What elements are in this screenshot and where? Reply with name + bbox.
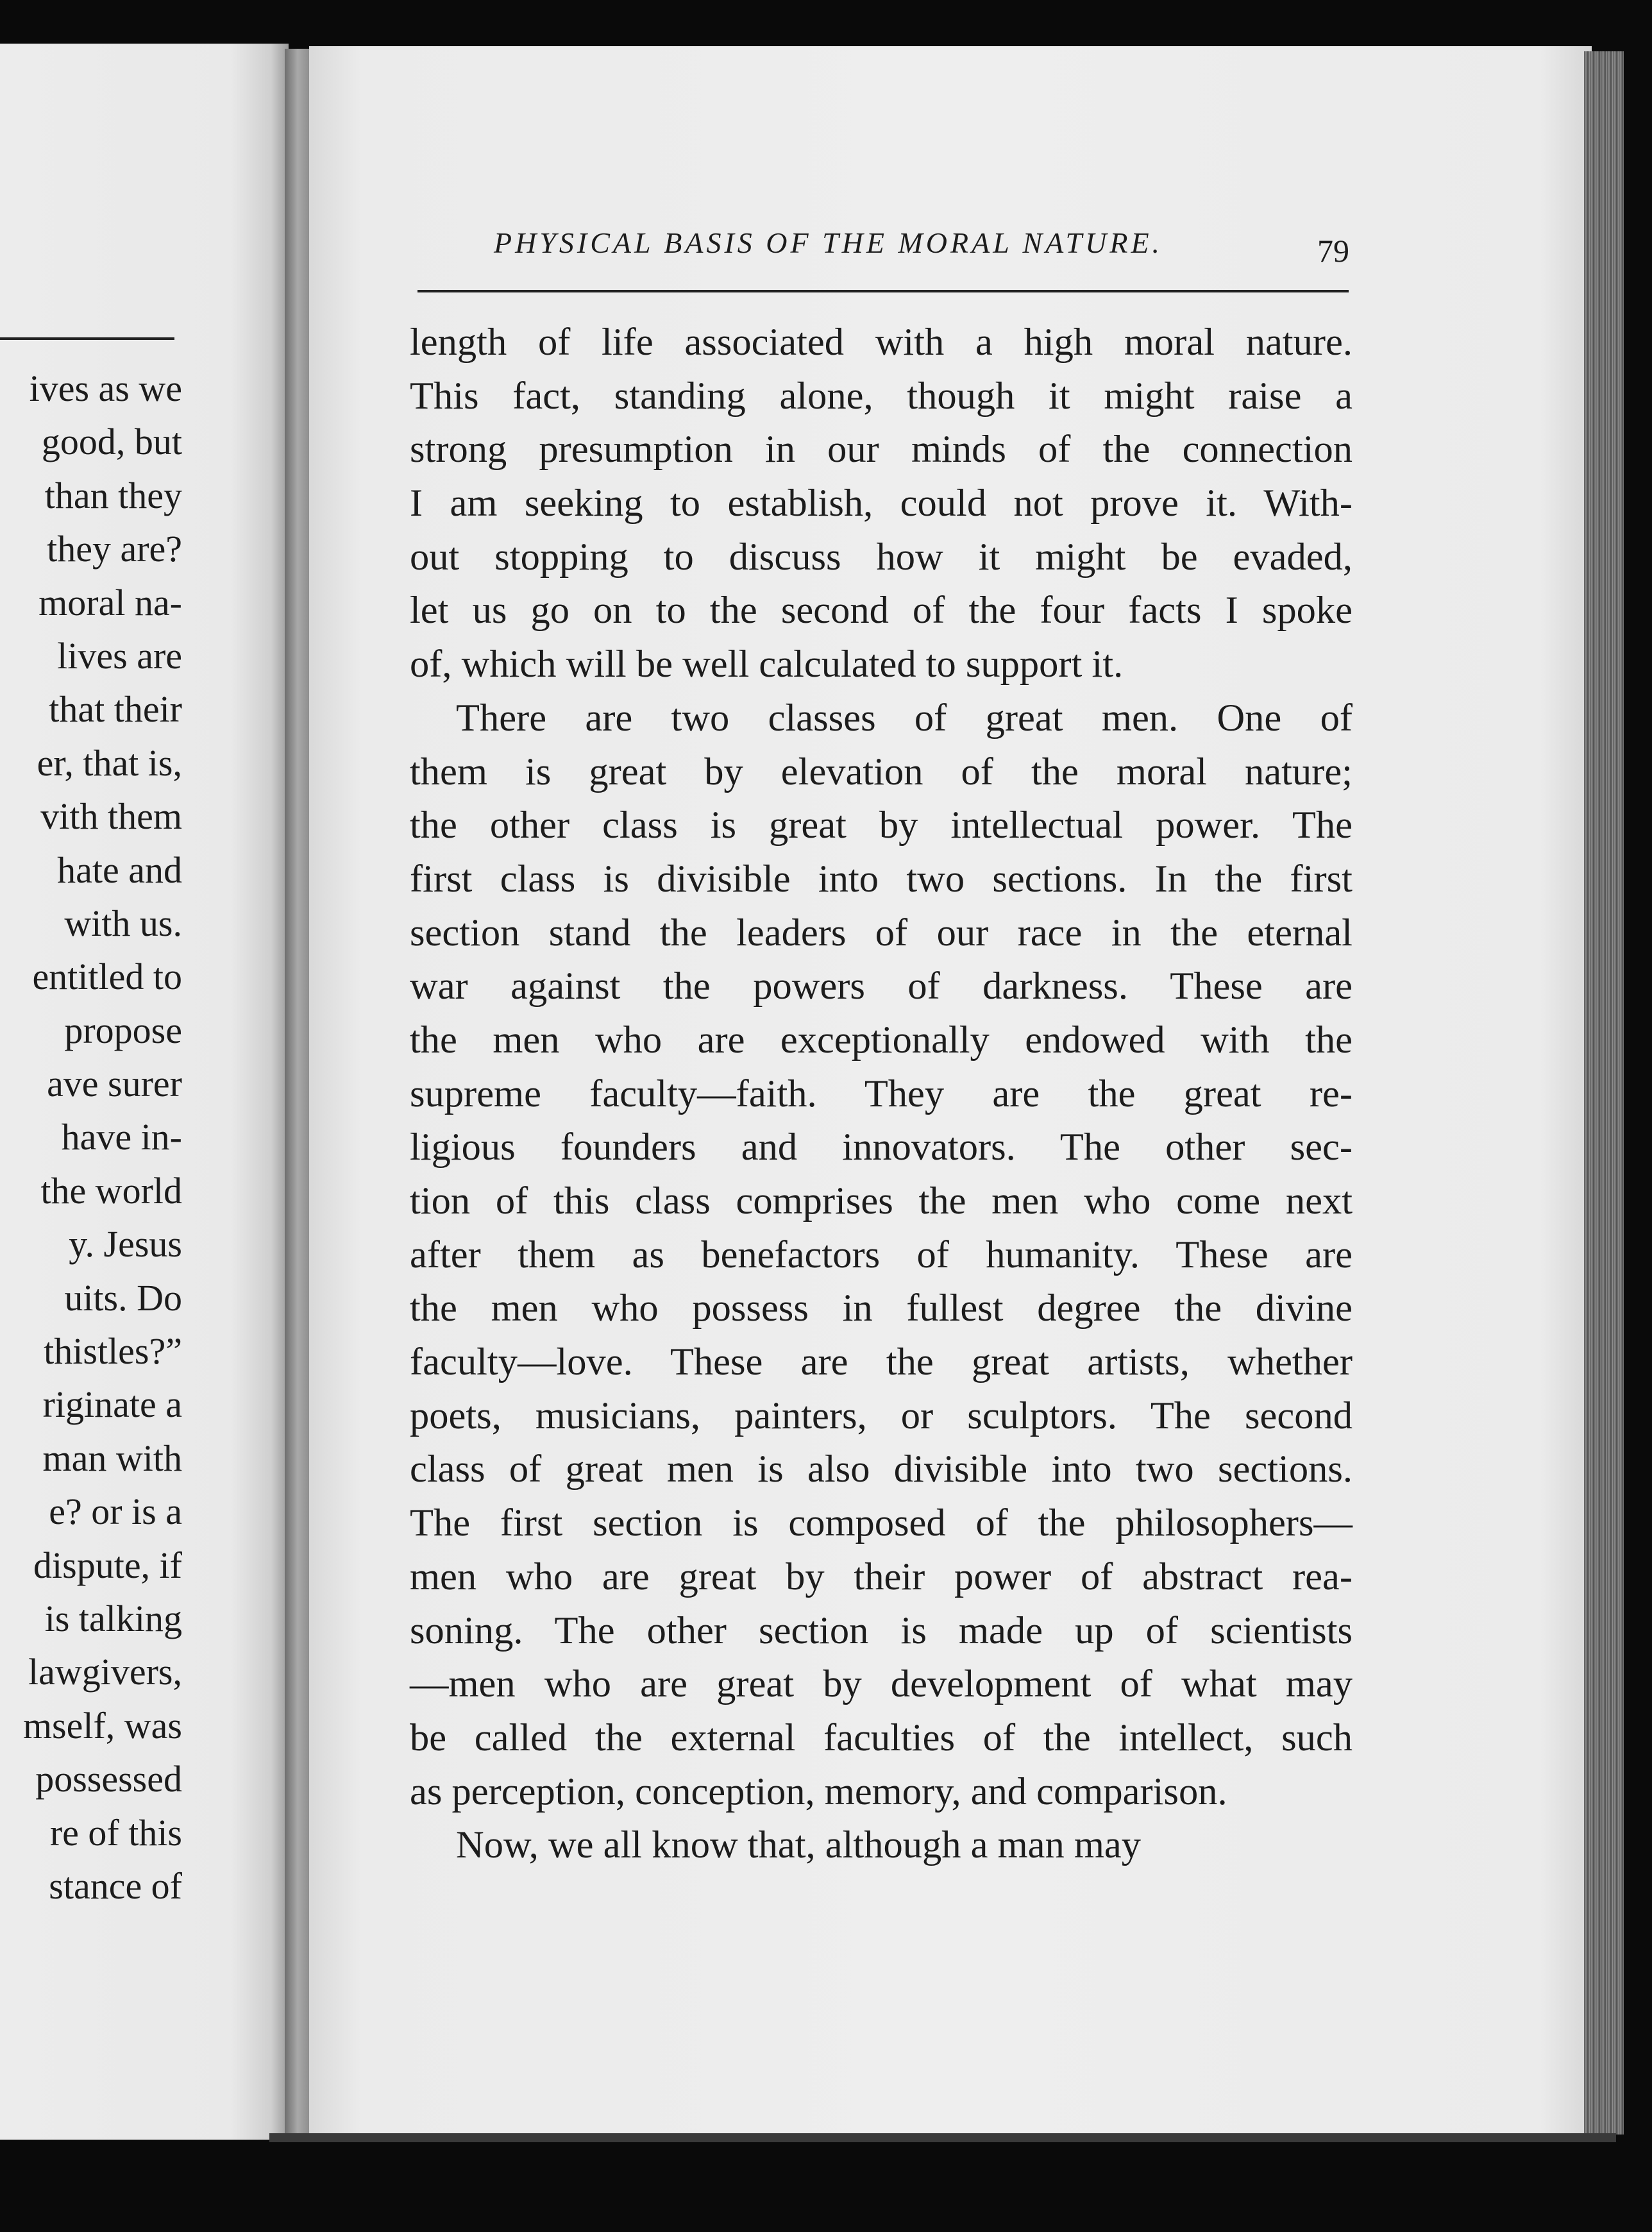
previous-page-line: entitled to <box>32 956 182 998</box>
text-line: section stand the leaders of our race in the eternal <box>410 911 1353 954</box>
text-line: tion of this class comprises the men who come next <box>410 1179 1353 1222</box>
text-line: out stopping to discuss how it might be evaded, <box>410 535 1353 579</box>
previous-page-line: stance of <box>49 1864 182 1907</box>
page-edges <box>1584 51 1624 2135</box>
previous-page-line: y. Jesus <box>69 1223 182 1265</box>
text-line: —men who are great by development of what may <box>410 1662 1353 1706</box>
previous-page-line: they are? <box>47 528 182 570</box>
text-line: the men who are exceptionally endowed with the <box>410 1018 1353 1061</box>
text-line: of, which will be well calculated to support it. <box>410 643 1124 686</box>
previous-page-line: ave surer <box>47 1063 182 1105</box>
previous-page-line: thistles?” <box>44 1330 182 1373</box>
text-line: be called the external faculties of the intellect, such <box>410 1716 1353 1759</box>
previous-page-line: lawgivers, <box>28 1651 182 1693</box>
previous-page-line: ives as we <box>29 368 182 409</box>
text-line: let us go on to the second of the four facts I spoke <box>410 589 1353 632</box>
previous-page-line: have in- <box>61 1116 182 1158</box>
previous-page-line: moral na- <box>38 581 182 623</box>
previous-page-line: uits. Do <box>64 1276 182 1319</box>
previous-page-line: dispute, if <box>33 1544 182 1586</box>
text-line: them is great by elevation of the moral nature; <box>410 750 1353 793</box>
previous-page-line: vith them <box>40 795 182 838</box>
text-line: the other class is great by intellectual power. The <box>410 804 1353 847</box>
text-line: class of great men is also divisible into two sections. <box>410 1448 1353 1491</box>
previous-page-line: good, but <box>41 421 182 463</box>
text-line: soning. The other section is made up of scientists <box>410 1609 1353 1652</box>
text-line: strong presumption in our minds of the connection <box>410 428 1353 471</box>
previous-page-line: possessed <box>35 1758 182 1800</box>
previous-page-line: mself, was <box>22 1704 182 1746</box>
text-line: supreme faculty—faith. They are the great re- <box>410 1072 1353 1115</box>
page-number: 79 <box>1317 233 1349 269</box>
previous-page-line: that their <box>49 688 182 731</box>
text-line: I am seeking to establish, could not prove it. With- <box>410 482 1353 525</box>
book-bottom-edge <box>269 2133 1616 2142</box>
previous-page-line: the world <box>40 1169 182 1212</box>
text-line: Now, we all know that, although a man may <box>456 1823 1142 1867</box>
previous-page-line: than they <box>44 474 182 516</box>
previous-page-line: lives are <box>57 634 182 677</box>
previous-page-line: er, that is, <box>37 741 182 784</box>
text-line: men who are great by their power of abstract rea- <box>410 1555 1353 1598</box>
text-line: poets, musicians, painters, or sculptors. The second <box>410 1394 1353 1437</box>
previous-page <box>0 44 289 2140</box>
text-line: after them as benefactors of humanity. These are <box>410 1233 1353 1276</box>
text-line: ligious founders and innovators. The other sec- <box>410 1126 1353 1169</box>
previous-page-line: re of this <box>49 1811 182 1854</box>
previous-page-line: with us. <box>64 902 182 944</box>
text-line: There are two classes of great men. One of <box>456 696 1353 740</box>
text-line: This fact, standing alone, though it might raise a <box>410 374 1353 418</box>
previous-page-line: man with <box>42 1437 182 1479</box>
previous-page-line: is talking <box>44 1597 182 1639</box>
text-line: faculty—love. These are the great artists, whether <box>410 1340 1353 1384</box>
text-line: length of life associated with a high moral nature. <box>410 321 1353 364</box>
previous-page-text <box>0 362 182 1913</box>
running-head: PHYSICAL BASIS OF THE MORAL NATURE. <box>494 226 1163 259</box>
text-line: first class is divisible into two sections. In the first <box>410 857 1353 900</box>
body-text <box>410 316 1353 1872</box>
text-line: the men who possess in fullest degree the divine <box>410 1287 1353 1330</box>
previous-page-rule <box>0 337 174 340</box>
previous-page-line: propose <box>64 1009 182 1051</box>
previous-page-line: e? or is a <box>49 1491 182 1533</box>
text-line: as perception, conception, memory, and comparison. <box>410 1770 1227 1813</box>
header-rule <box>417 290 1349 292</box>
text-line: The first section is composed of the philosophers— <box>410 1501 1353 1545</box>
previous-page-line: riginate a <box>42 1383 182 1426</box>
previous-page-line: hate and <box>57 849 182 891</box>
text-line: war against the powers of darkness. These are <box>410 965 1353 1008</box>
